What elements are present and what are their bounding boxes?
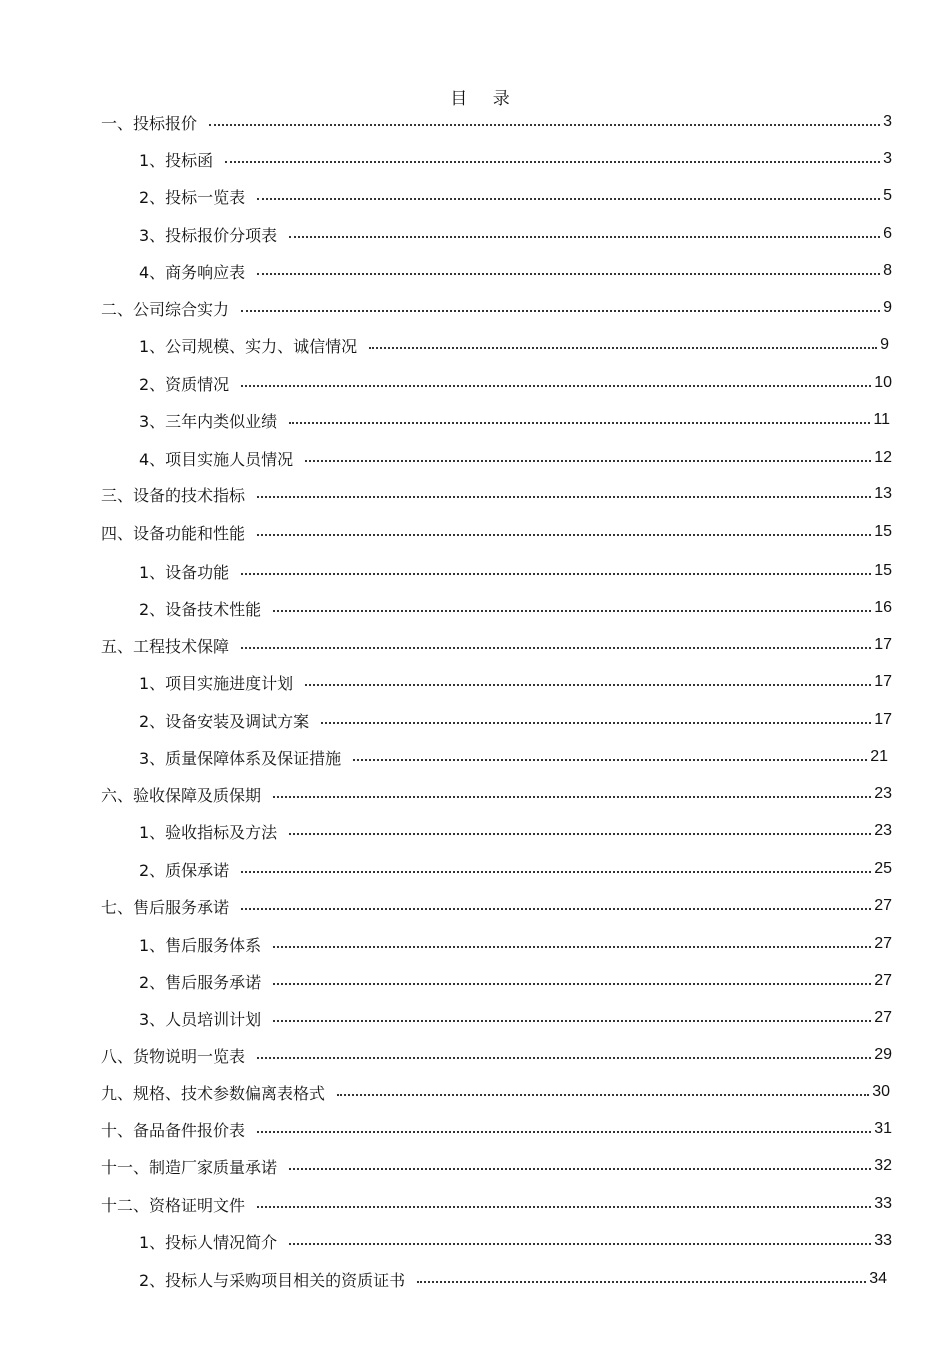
toc-entry-label: 1、项目实施进度计划 (139, 673, 294, 693)
dot-leader (273, 946, 871, 948)
dot-leader (289, 833, 871, 835)
dot-leader (209, 124, 880, 126)
toc-entry[interactable] (139, 1229, 892, 1253)
toc-entry-label: 2、投标一览表 (139, 187, 246, 207)
toc-entry-page-number: 17 (874, 673, 892, 690)
toc-entry-page-number: 6 (883, 225, 892, 242)
toc-entry-page-number: 8 (883, 262, 892, 279)
toc-entry-label: 3、人员培训计划 (139, 1009, 262, 1029)
toc-entry[interactable] (139, 446, 892, 470)
dot-leader (289, 1168, 871, 1170)
dot-leader (353, 759, 867, 761)
toc-entry[interactable] (139, 222, 892, 246)
toc-entry-label: 1、公司规模、实力、诚信情况 (139, 336, 358, 356)
toc-entry[interactable] (139, 708, 892, 732)
toc-entry-label: 1、投标函 (139, 150, 214, 170)
toc-entry-label: 2、设备安装及调试方案 (139, 711, 310, 731)
toc-entry-page-number: 15 (874, 562, 892, 579)
toc-entry-page-number: 33 (874, 1195, 892, 1212)
toc-entry[interactable] (139, 408, 890, 432)
dot-leader (273, 610, 871, 612)
toc-entry-page-number: 9 (880, 336, 889, 353)
toc-entry-page-number: 23 (874, 822, 892, 839)
toc-entry-page-number: 21 (870, 748, 888, 765)
toc-entry-label: 五、工程技术保障 (101, 636, 230, 656)
toc-entry-label: 八、货物说明一览表 (101, 1046, 246, 1066)
toc-entry-page-number: 27 (874, 897, 892, 914)
toc-entry-label: 六、验收保障及质保期 (101, 785, 262, 805)
dot-leader (289, 1243, 871, 1245)
toc-entry-page-number: 5 (883, 187, 892, 204)
toc-entry-page-number: 30 (872, 1083, 890, 1100)
dot-leader (273, 983, 871, 985)
dot-leader (273, 796, 871, 798)
dot-leader (241, 573, 871, 575)
toc-entry-page-number: 3 (883, 150, 892, 167)
dot-leader (305, 684, 871, 686)
toc-entry-page-number: 10 (874, 374, 892, 391)
toc-entry-label: 1、设备功能 (139, 562, 230, 582)
toc-entry-label: 2、售后服务承诺 (139, 972, 262, 992)
toc-entry[interactable] (139, 932, 892, 956)
toc-entry-page-number: 11 (873, 411, 890, 428)
dot-leader (257, 1131, 871, 1133)
dot-leader (241, 871, 871, 873)
toc-entry-label: 七、售后服务承诺 (101, 897, 230, 917)
toc-entry[interactable] (101, 1043, 892, 1067)
dot-leader (369, 347, 877, 349)
toc-entry[interactable] (139, 559, 892, 583)
dot-leader (257, 198, 880, 200)
toc-entry-page-number: 3 (883, 113, 892, 130)
toc-entry-page-number: 9 (883, 299, 892, 316)
toc-entry[interactable] (139, 1006, 892, 1030)
dot-leader (337, 1094, 869, 1096)
toc-entry-page-number: 27 (874, 1009, 892, 1026)
dot-leader (417, 1281, 866, 1283)
toc-entry-page-number: 17 (874, 636, 892, 653)
toc-entry-label: 一、投标报价 (101, 113, 198, 133)
toc-entry[interactable] (101, 520, 892, 544)
toc-entry[interactable] (101, 482, 892, 506)
toc-entry-label: 2、投标人与采购项目相关的资质证书 (139, 1270, 406, 1290)
dot-leader (257, 273, 880, 275)
dot-leader (241, 310, 880, 312)
toc-entry-page-number: 17 (874, 711, 892, 728)
toc-entry-label: 二、公司综合实力 (101, 299, 230, 319)
dot-leader (241, 647, 871, 649)
toc-entry-page-number: 33 (874, 1232, 892, 1249)
dot-leader (289, 236, 880, 238)
toc-entry-label: 3、投标报价分项表 (139, 225, 278, 245)
toc-entry[interactable] (139, 1267, 887, 1291)
dot-leader (257, 534, 871, 536)
toc-title: 目 录 (450, 89, 520, 109)
toc-entry-label: 十一、制造厂家质量承诺 (101, 1157, 278, 1177)
toc-entry[interactable] (139, 333, 889, 357)
toc-entry-page-number: 16 (874, 599, 892, 616)
toc-entry-page-number: 27 (874, 935, 892, 952)
dot-leader (257, 1057, 871, 1059)
toc-entry[interactable] (139, 184, 892, 208)
toc-entry-page-number: 27 (874, 972, 892, 989)
toc-entry-label: 1、投标人情况简介 (139, 1232, 278, 1252)
toc-entry[interactable] (139, 969, 892, 993)
toc-entry[interactable] (101, 296, 892, 320)
toc-entry-label: 1、售后服务体系 (139, 935, 262, 955)
toc-entry-label: 十、备品备件报价表 (101, 1120, 246, 1140)
toc-entry[interactable] (101, 110, 892, 134)
toc-entry[interactable] (139, 819, 892, 843)
toc-entry-page-number: 23 (874, 785, 892, 802)
toc-entry[interactable] (101, 1117, 892, 1141)
toc-entry-page-number: 12 (874, 449, 892, 466)
toc-entry-page-number: 32 (874, 1157, 892, 1174)
toc-entry[interactable] (139, 745, 888, 769)
dot-leader (289, 422, 870, 424)
dot-leader (225, 161, 880, 163)
dot-leader (241, 908, 871, 910)
toc-entry-label: 2、资质情况 (139, 374, 230, 394)
toc-entry-label: 4、项目实施人员情况 (139, 449, 294, 469)
toc-entry[interactable] (139, 596, 892, 620)
toc-entry[interactable] (139, 147, 892, 171)
toc-entry-label: 3、质量保障体系及保证措施 (139, 748, 342, 768)
toc-entry-label: 九、规格、技术参数偏离表格式 (101, 1083, 326, 1103)
toc-entry[interactable] (101, 633, 892, 657)
dot-leader (257, 1206, 871, 1208)
toc-entry-label: 三、设备的技术指标 (101, 485, 246, 505)
toc-entry-label: 3、三年内类似业绩 (139, 411, 278, 431)
toc-entry-label: 4、商务响应表 (139, 262, 246, 282)
toc-entry[interactable] (139, 371, 892, 395)
toc-entry-page-number: 29 (874, 1046, 892, 1063)
dot-leader (257, 496, 871, 498)
toc-entry[interactable] (101, 1154, 892, 1178)
toc-entry-page-number: 15 (874, 523, 892, 540)
dot-leader (273, 1020, 871, 1022)
dot-leader (305, 460, 871, 462)
toc-entry-label: 1、验收指标及方法 (139, 822, 278, 842)
toc-entry-label: 2、设备技术性能 (139, 599, 262, 619)
toc-entry-label: 十二、资格证明文件 (101, 1195, 246, 1215)
dot-leader (321, 722, 871, 724)
toc-entry[interactable] (139, 857, 892, 881)
toc-entry[interactable] (101, 894, 892, 918)
toc-entry-label: 四、设备功能和性能 (101, 523, 246, 543)
toc-entry-label: 2、质保承诺 (139, 860, 230, 880)
toc-entry[interactable] (139, 670, 892, 694)
toc-entry-page-number: 13 (874, 485, 892, 502)
dot-leader (241, 385, 871, 387)
toc-entry-page-number: 34 (869, 1270, 887, 1287)
toc-entry-page-number: 31 (874, 1120, 892, 1137)
toc-entry[interactable] (101, 1192, 892, 1216)
toc-entry[interactable] (101, 782, 892, 806)
toc-entry[interactable] (101, 1080, 890, 1104)
toc-entry-page-number: 25 (874, 860, 892, 877)
toc-entry[interactable] (139, 259, 892, 283)
